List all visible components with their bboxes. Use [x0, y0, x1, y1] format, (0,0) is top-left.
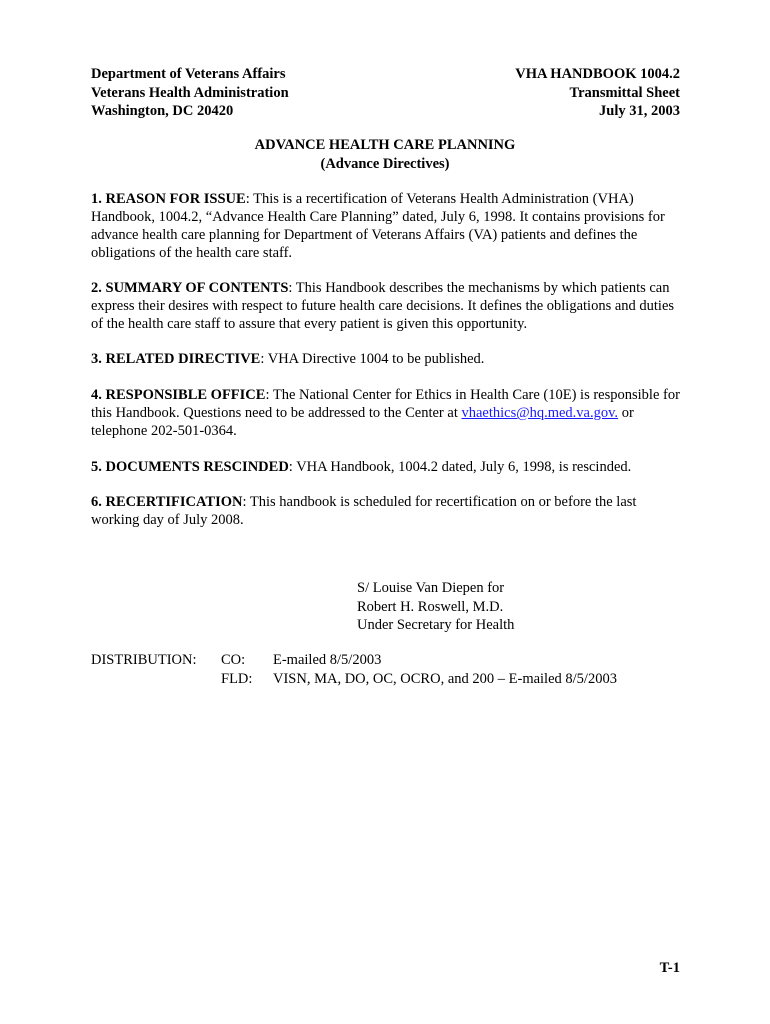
section-text: This Handbook describes the mechanisms by which patients can express their desires with respect to future health care decisions. It defines the obligations and duties of the health care staff to assure that every patient is given this opportunity. [91, 280, 675, 332]
section-text: This handbook is scheduled for recertification on or before the last working day of July 2008. [91, 494, 637, 528]
section-label: 2. SUMMARY OF CONTENTS [91, 280, 289, 296]
section-text: The National Center for Ethics in Health Care (10E) is responsible for this Handbook. Questions need to be addressed to the Center at [91, 387, 680, 421]
header-handbook-number: VHA HANDBOOK 1004.2 [515, 66, 680, 82]
section-label: 6. RECERTIFICATION [91, 494, 243, 510]
signature-signer: S/ Louise Van Diepen for [357, 580, 505, 596]
signature-name: Robert H. Roswell, M.D. [357, 598, 504, 615]
header-administration: Veterans Health Administration [91, 84, 289, 101]
header-sheet-type: Transmittal Sheet [569, 84, 680, 101]
distribution-code: FLD: [221, 670, 253, 687]
header-agency-block [91, 65, 289, 121]
document-subtitle: (Advance Directives) [320, 155, 450, 172]
section-text-after: or telephone 202-501-0364. [91, 405, 634, 439]
signature-title: Under Secretary for Health [357, 617, 515, 633]
distribution-text: VISN, MA, DO, OC, OCRO, and 200 – E-mailed 8/5/2003 [273, 670, 617, 687]
page-number: T-1 [659, 960, 680, 976]
document-title: ADVANCE HEALTH CARE PLANNING [254, 137, 516, 153]
email-link[interactable]: vhaethics@hq.med.va.gov. [461, 405, 619, 421]
section-related-directive: 3. RELATED DIRECTIVE: VHA Directive 1004 to be published. [91, 351, 485, 367]
section-label: 1. REASON FOR ISSUE [91, 191, 246, 207]
header-department: Department of Veterans Affairs [91, 66, 286, 82]
section-text: VHA Handbook, 1004.2 dated, July 6, 1998, is rescinded. [292, 459, 632, 475]
section-label: 4. RESPONSIBLE OFFICE [91, 387, 266, 403]
section-recertification: 6. RECERTIFICATION: This handbook is scheduled for recertification on or before the last working day of July 2008. [91, 494, 637, 528]
section-label: 3. RELATED DIRECTIVE [91, 351, 261, 367]
distribution-label: DISTRIBUTION: [91, 652, 197, 668]
header-date: July 31, 2003 [599, 103, 680, 119]
distribution-text: E-mailed 8/5/2003 [273, 652, 382, 668]
section-documents-rescinded: 5. DOCUMENTS RESCINDED: VHA Handbook, 1004.2 dated, July 6, 1998, is rescinded. [91, 459, 632, 475]
section-text: This is a recertification of Veterans Health Administration (VHA) Handbook, 1004.2, “Advance Health Care Planning” dated, July 6, 1998. It contains provisions for advance health care planning for Department of Veterans Affairs (VA) patients and defines the obligations of the health care staff. [91, 191, 665, 261]
section-reason-for-issue: 1. REASON FOR ISSUE: This is a recertification of Veterans Health Administration (VHA) Handbook, 1004.2, “Advance Health Care Planning” dated, July 6, 1998. It contains provisions for advance health care planning for Department of Veterans Affairs (VA) patients and defines the obligations of the health care staff. [91, 191, 665, 261]
section-label: 5. DOCUMENTS RESCINDED [91, 459, 289, 475]
header-document-block [515, 65, 680, 121]
distribution-code: CO: [221, 652, 246, 668]
document-title-block [0, 136, 770, 173]
signature-block [357, 579, 514, 635]
section-responsible-office: 4. RESPONSIBLE OFFICE: The National Center for Ethics in Health Care (10E) is responsible for this Handbook. Questions need to be addressed to the Center at vhaethics@hq.med.va.gov. or telephone 202-501-0364. [91, 387, 680, 439]
section-text: VHA Directive 1004 to be published. [264, 351, 485, 367]
section-summary-of-contents: 2. SUMMARY OF CONTENTS: This Handbook describes the mechanisms by which patients can express their desires with respect to future health care decisions. It defines the obligations and duties of the health care staff to assure that every patient is given this opportunity. [91, 280, 675, 332]
header-address: Washington, DC 20420 [91, 103, 234, 119]
